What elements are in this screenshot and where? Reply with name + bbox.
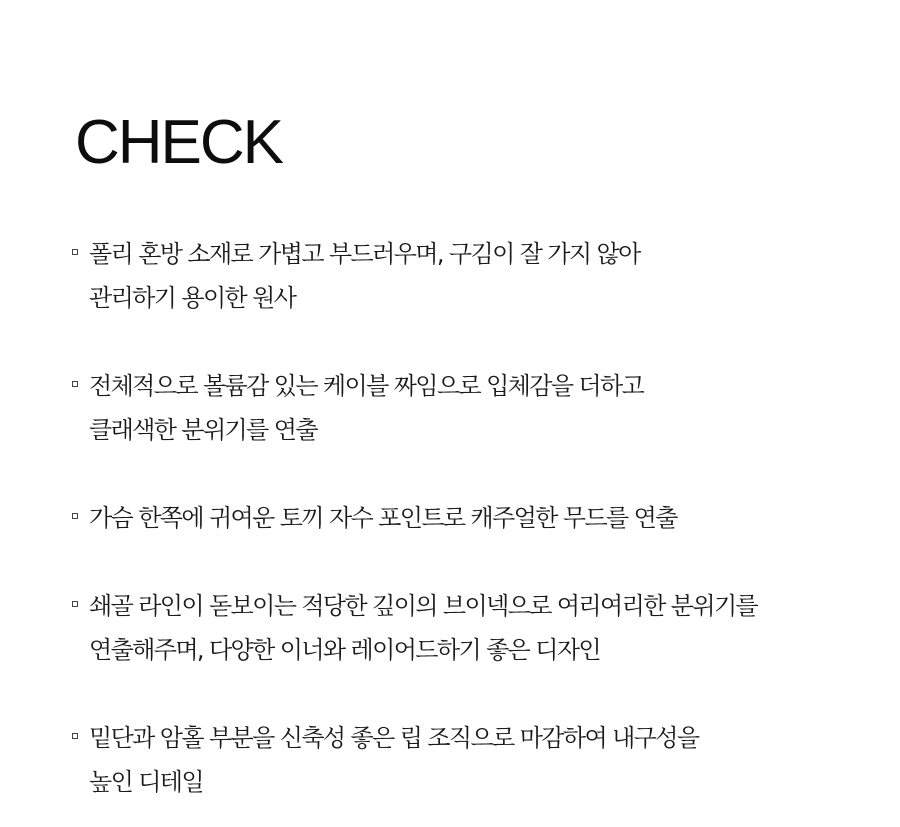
square-bullet-icon	[72, 601, 78, 607]
list-item-line: 높인 디테일	[89, 768, 203, 796]
square-bullet-icon	[72, 249, 78, 255]
list-item	[72, 364, 872, 452]
square-bullet-icon	[72, 513, 78, 519]
list-item-line: 가슴 한쪽에 귀여운 토끼 자수 포인트로 캐주얼한 무드를 연출	[89, 504, 677, 532]
list-item	[72, 584, 872, 672]
list-item-line: 클래색한 분위기를 연출	[89, 416, 317, 444]
list-item	[72, 716, 872, 804]
list-item-line: 연출해주며, 다양한 이너와 레이어드하기 좋은 디자인	[89, 636, 601, 664]
page-title: CHECK	[75, 108, 283, 177]
list-item-line: 밑단과 암홀 부분을 신축성 좋은 립 조직으로 마감하여 내구성을	[89, 724, 699, 752]
list-item-line: 전체적으로 볼륨감 있는 케이블 짜임으로 입체감을 더하고	[89, 372, 644, 400]
square-bullet-icon	[72, 381, 78, 387]
list-item-line: 관리하기 용이한 원사	[89, 284, 296, 312]
list-item	[72, 232, 872, 320]
check-list	[72, 232, 872, 804]
square-bullet-icon	[72, 733, 78, 739]
list-item-line: 폴리 혼방 소재로 가볍고 부드러우며, 구김이 잘 가지 않아	[89, 240, 640, 268]
list-item	[72, 496, 872, 540]
list-item-line: 쇄골 라인이 돋보이는 적당한 깊이의 브이넥으로 여리여리한 분위기를	[89, 592, 758, 620]
